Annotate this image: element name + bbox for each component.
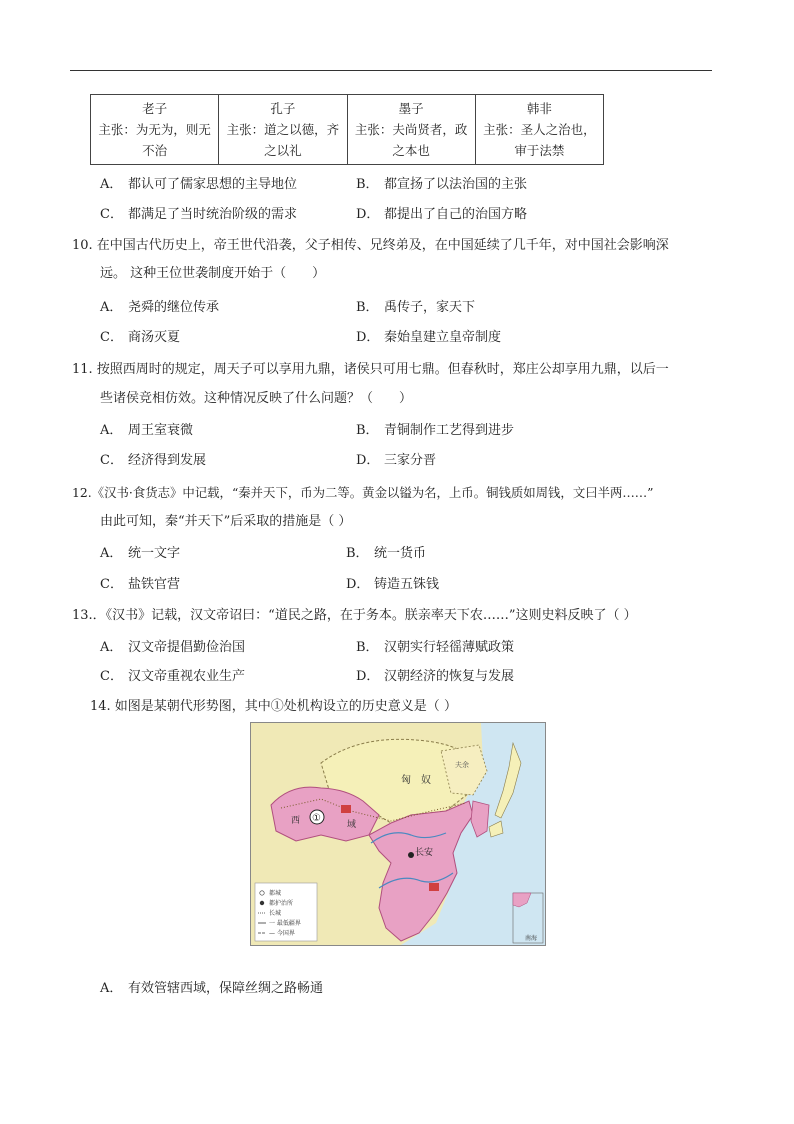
table-row — [91, 95, 604, 165]
table-cell-mozi: 墨子 主张：夫尚贤者，政之本也 — [347, 95, 475, 165]
q12-option-d[interactable]: D． 铸造五铢钱 — [346, 577, 440, 592]
map-capital-dot — [408, 852, 414, 858]
map-label-xi: 西 — [291, 816, 301, 826]
map-marker-seal-west — [341, 805, 351, 813]
q11-stem-line2: 些诸侯竞相仿效。这种情况反映了什么问题？（ ） — [100, 391, 413, 406]
q11-option-c[interactable]: C． 经济得到发展 — [100, 453, 207, 468]
header-rule — [70, 70, 712, 71]
map-label-yu: 域 — [347, 820, 357, 830]
q12-stem-line1: 12.《汉书·食货志》中记载，“秦并天下，币为二等。黄金以镒为名，上币。铜钱质如周钱，文曰半两……” — [72, 485, 654, 500]
map-korea — [471, 801, 489, 837]
han-dynasty-map — [250, 722, 546, 946]
map-legend-item: 一 最低疆界 — [269, 920, 301, 927]
q10-option-a[interactable]: A． 尧舜的继位传承 — [100, 300, 220, 315]
map-legend-item: 都护治所 — [269, 900, 294, 907]
map-label-changan: 长安 — [415, 848, 434, 858]
map-legend-symbol — [260, 901, 264, 905]
q11-option-a[interactable]: A． 周王室衰微 — [100, 423, 194, 438]
table-cell-kongzi: 孔子 主张：道之以德，齐之以礼 — [219, 95, 347, 165]
map-legend-item: 都城 — [269, 890, 282, 897]
map-label-fuyu: 夫余 — [455, 761, 469, 769]
map-label-xiongnu: 匈 奴 — [401, 775, 431, 786]
map-legend-item: — 今国界 — [269, 930, 295, 937]
q12-option-a[interactable]: A． 统一文字 — [100, 546, 181, 561]
map-japan — [495, 743, 521, 818]
table-cell-laozi: 老子 主张：为无为，则无不治 — [91, 95, 219, 165]
q12-option-c[interactable]: C． 盐铁官营 — [100, 577, 181, 592]
q10-stem-line2: 远。 这种王位世袭制度开始于（ ） — [100, 266, 326, 281]
q10-option-b[interactable]: B． 禹传子，家天下 — [356, 300, 476, 315]
q10-stem-line1: 10. 在中国古代历史上，帝王世代沿袭，父子相传、兄终弟及，在中国延续了几千年，对中国社会影响深 — [72, 238, 669, 253]
map-marker-seal-han — [429, 883, 439, 891]
q9-option-a[interactable]: A． 都认可了儒家思想的主导地位 — [100, 177, 298, 192]
map-japan-south — [489, 821, 503, 837]
thinkers-table — [90, 94, 604, 165]
q11-stem-line1: 11. 按照西周时的规定，周天子可以享用九鼎，诸侯只可用七鼎。但春秋时，郑庄公却享用九鼎，以后一 — [72, 362, 669, 377]
q9-option-d[interactable]: D． 都提出了自己的治国方略 — [356, 207, 528, 222]
map-label-nanhai: 南海 — [525, 935, 538, 942]
q13-option-a[interactable]: A． 汉文帝提倡勤俭治国 — [100, 640, 246, 655]
q9-option-b[interactable]: B． 都宣扬了以法治国的主张 — [356, 177, 528, 192]
q13-option-b[interactable]: B． 汉朝实行轻徭薄赋政策 — [356, 640, 515, 655]
map-legend-item: 长城 — [269, 910, 282, 917]
map-label-circle: ① — [312, 813, 321, 824]
q9-option-c[interactable]: C． 都满足了当时统治阶级的需求 — [100, 207, 298, 222]
q12-option-b[interactable]: B． 统一货币 — [346, 546, 427, 561]
q13-stem-line1: 13.．《汉书》记载，汉文帝诏曰：“道民之路，在于务本。朕亲率天下农……”这则史料反映了（ ） — [72, 608, 637, 623]
q11-option-d[interactable]: D． 三家分晋 — [356, 453, 437, 468]
q13-option-c[interactable]: C． 汉文帝重视农业生产 — [100, 669, 246, 684]
map-svg — [251, 723, 545, 945]
q12-stem-line2: 由此可知，秦“并天下”后采取的措施是（ ） — [100, 514, 352, 529]
q13-option-d[interactable]: D． 汉朝经济的恢复与发展 — [356, 669, 515, 684]
q14-stem-line1: 14. 如图是某朝代形势图，其中①处机构设立的历史意义是（ ） — [90, 699, 457, 714]
q11-option-b[interactable]: B． 青铜制作工艺得到进步 — [356, 423, 515, 438]
q10-option-d[interactable]: D． 秦始皇建立皇帝制度 — [356, 330, 502, 345]
q14-option-a[interactable]: A． 有效管辖西域，保障丝绸之路畅通 — [100, 981, 324, 996]
q10-option-c[interactable]: C． 商汤灭夏 — [100, 330, 181, 345]
table-cell-hanfei: 韩非 主张：圣人之治也，审于法禁 — [475, 95, 603, 165]
